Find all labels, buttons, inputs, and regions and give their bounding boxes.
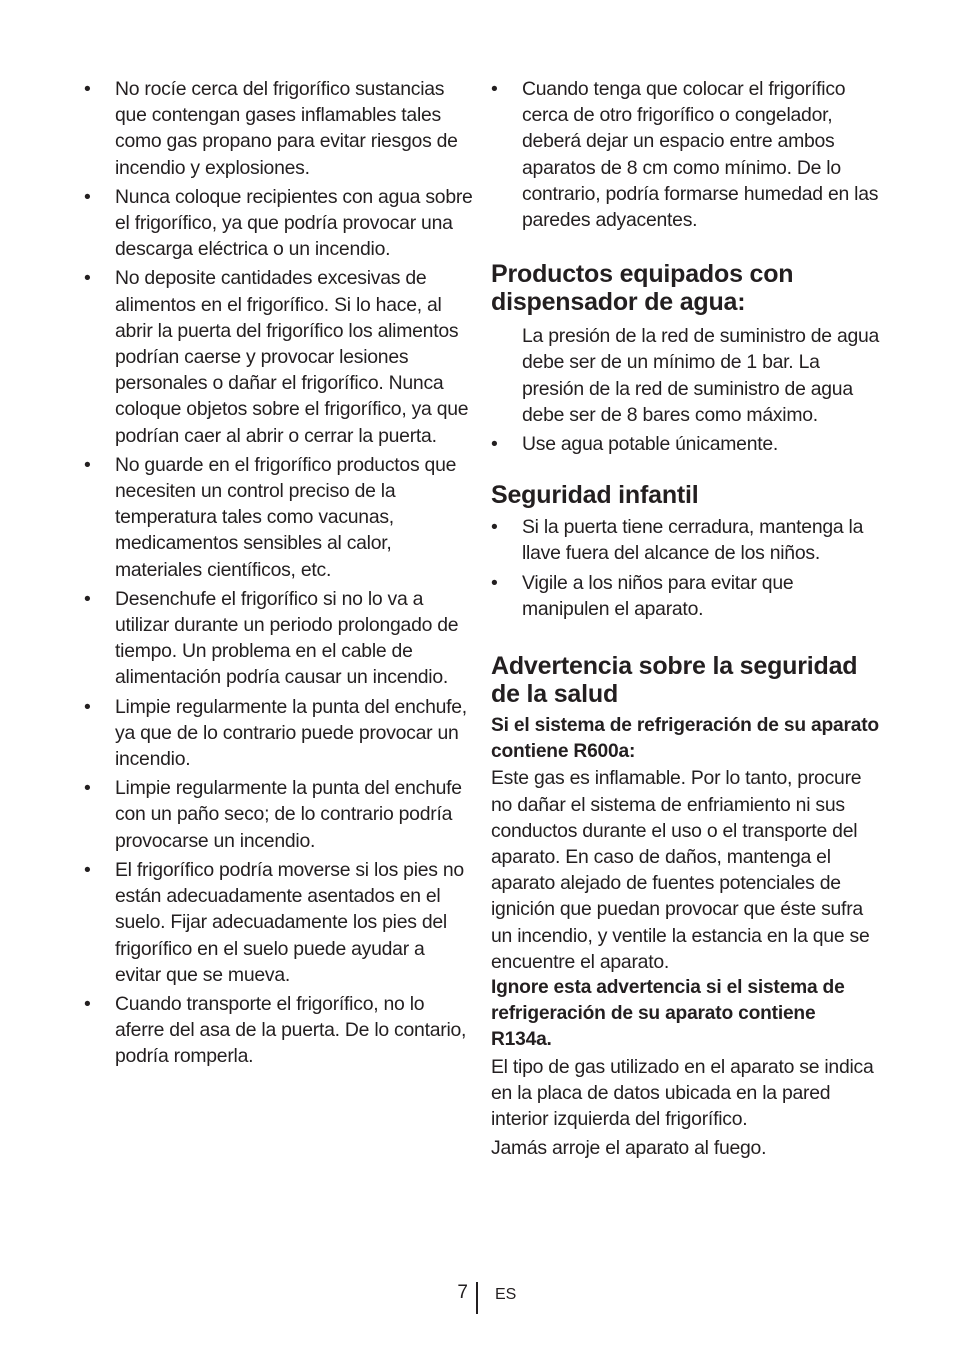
page-footer — [0, 1280, 954, 1314]
bullet-marker: • — [84, 78, 91, 100]
left-column — [84, 76, 474, 1073]
list-item-text: No deposite cantidades excesivas de alimentos en el frigorífico. Si lo hace, al abrir la puerta del frigorífico los alimentos podrían caerse y provocar lesiones personales o dañar el frigorífico. Nunca coloque objetos sobre el frigorífico, ya que podrían caer al abrir o cerrar la puerta. — [115, 267, 469, 447]
language-code: ES — [495, 1286, 517, 1303]
list-item-text: Cuando transporte el frigorífico, no lo aferre del asa de la puerta. De lo contario, podría romperla. — [115, 992, 467, 1068]
bullet-marker: • — [84, 992, 91, 1015]
footer-divider — [476, 1282, 478, 1314]
bullet-marker: • — [84, 267, 91, 290]
water-bullet-list — [491, 431, 881, 457]
bullet-marker: • — [491, 78, 498, 100]
r134a-note-text: El tipo de gas utilizado en el aparato se indica en la placa de datos ubicada en la pared interior izquierda del frigorífico. — [491, 1055, 874, 1131]
list-item — [84, 991, 474, 1070]
list-item-text: Vigile a los niños para evitar que manipulen el aparato. — [522, 571, 794, 620]
list-item — [491, 570, 881, 622]
right-top-bullet-list — [491, 76, 881, 233]
list-item — [84, 857, 474, 988]
bullet-marker: • — [84, 695, 91, 718]
list-item-text: No rocíe cerca del frigorífico sustancias que contengan gases inflamables tales como gas propano para evitar riesgos de incendio y explosiones. — [115, 78, 458, 179]
list-item-text: El frigorífico podría moverse si los pies no están adecuadamente asentados en el suelo. Fijar adecuadamente los pies del frigorífico en el suelo puede ayudar a evitar que se mueva. — [115, 858, 464, 986]
section-heading-water-dispenser: Productos equipados con dispensador de agua: — [491, 260, 794, 317]
fire-warning-text: Jamás arroje el aparato al fuego. — [491, 1137, 767, 1160]
bullet-marker: • — [491, 433, 498, 456]
bullet-marker: • — [84, 185, 91, 208]
right-column — [491, 76, 881, 1162]
bullet-marker: • — [491, 571, 498, 594]
list-item-text: Limpie regularmente la punta del enchufe, ya que de lo contrario puede provocar un incendio. — [115, 695, 467, 771]
list-item — [84, 586, 474, 691]
list-item — [491, 514, 881, 566]
list-item — [491, 76, 881, 233]
list-item-text: Cuando tenga que colocar el frigorífico cerca de otro frigorífico o congelador, deberá dejar un espacio entre ambos aparatos de 8 cm como mínimo. De lo contrario, podría formarse humedad en las paredes adyacentes. — [522, 78, 879, 232]
list-item-text: No guarde en el frigorífico productos que necesiten un control preciso de la temperatura tales como vacunas, medicamentos sensibles al calor, materiales científicos, etc. — [115, 453, 457, 581]
list-item — [84, 775, 474, 854]
list-item-text: Limpie regularmente la punta del enchufe con un paño seco; de lo contrario podría provocarse un incendio. — [115, 777, 462, 852]
bullet-marker: • — [491, 516, 498, 539]
list-item — [84, 694, 474, 773]
page-number: 7 — [457, 1282, 468, 1303]
list-item — [491, 431, 881, 457]
r134a-note-title: Ignore esta advertencia si el sistema de refrigeración de su aparato contiene R134a. — [491, 977, 845, 1051]
section-heading-child-safety: Seguridad infantil — [491, 481, 699, 510]
list-item-text: Desenchufe el frigorífico si no lo va a utilizar durante un periodo prolongado de tiempo. Un problema en el cable de alimentación podría causar un incendio. — [115, 587, 459, 689]
list-item — [84, 452, 474, 583]
section-heading-health-safety: Advertencia sobre la seguridad de la salud — [491, 652, 858, 709]
r600a-warning-title: Si el sistema de refrigeración de su aparato contiene R600a: — [491, 715, 879, 763]
r600a-warning-text: Este gas es inflamable. Por lo tanto, procure no dañar el sistema de enfriamiento ni sus conductos durante el uso o el transporte del aparato. En caso de daños, mantenga el aparato alejado de fuentes potenciales de ignición que puedan provocar que éste sufra un incendio, y ventile la estancia en la que se encuentre el aparato. — [491, 767, 870, 973]
bullet-marker: • — [84, 453, 91, 476]
water-pressure-paragraph: La presión de la red de suministro de agua debe ser de un mínimo de 1 bar. La presión de la red de suministro de agua debe ser de 8 bares como máximo. — [522, 325, 880, 426]
child-safety-bullet-list — [491, 514, 881, 622]
list-item-text: Use agua potable únicamente. — [522, 433, 779, 456]
list-item — [84, 184, 474, 263]
bullet-marker: • — [84, 587, 91, 610]
list-item-text: Nunca coloque recipientes con agua sobre el frigorífico, ya que podría provocar una descarga eléctrica o un incendio. — [115, 185, 473, 261]
list-item-text: Si la puerta tiene cerradura, mantenga la llave fuera del alcance de los niños. — [522, 516, 864, 565]
list-item — [84, 265, 474, 448]
list-item — [84, 76, 474, 181]
bullet-marker: • — [84, 858, 91, 881]
bullet-marker: • — [84, 777, 91, 800]
left-bullet-list — [84, 76, 474, 1070]
